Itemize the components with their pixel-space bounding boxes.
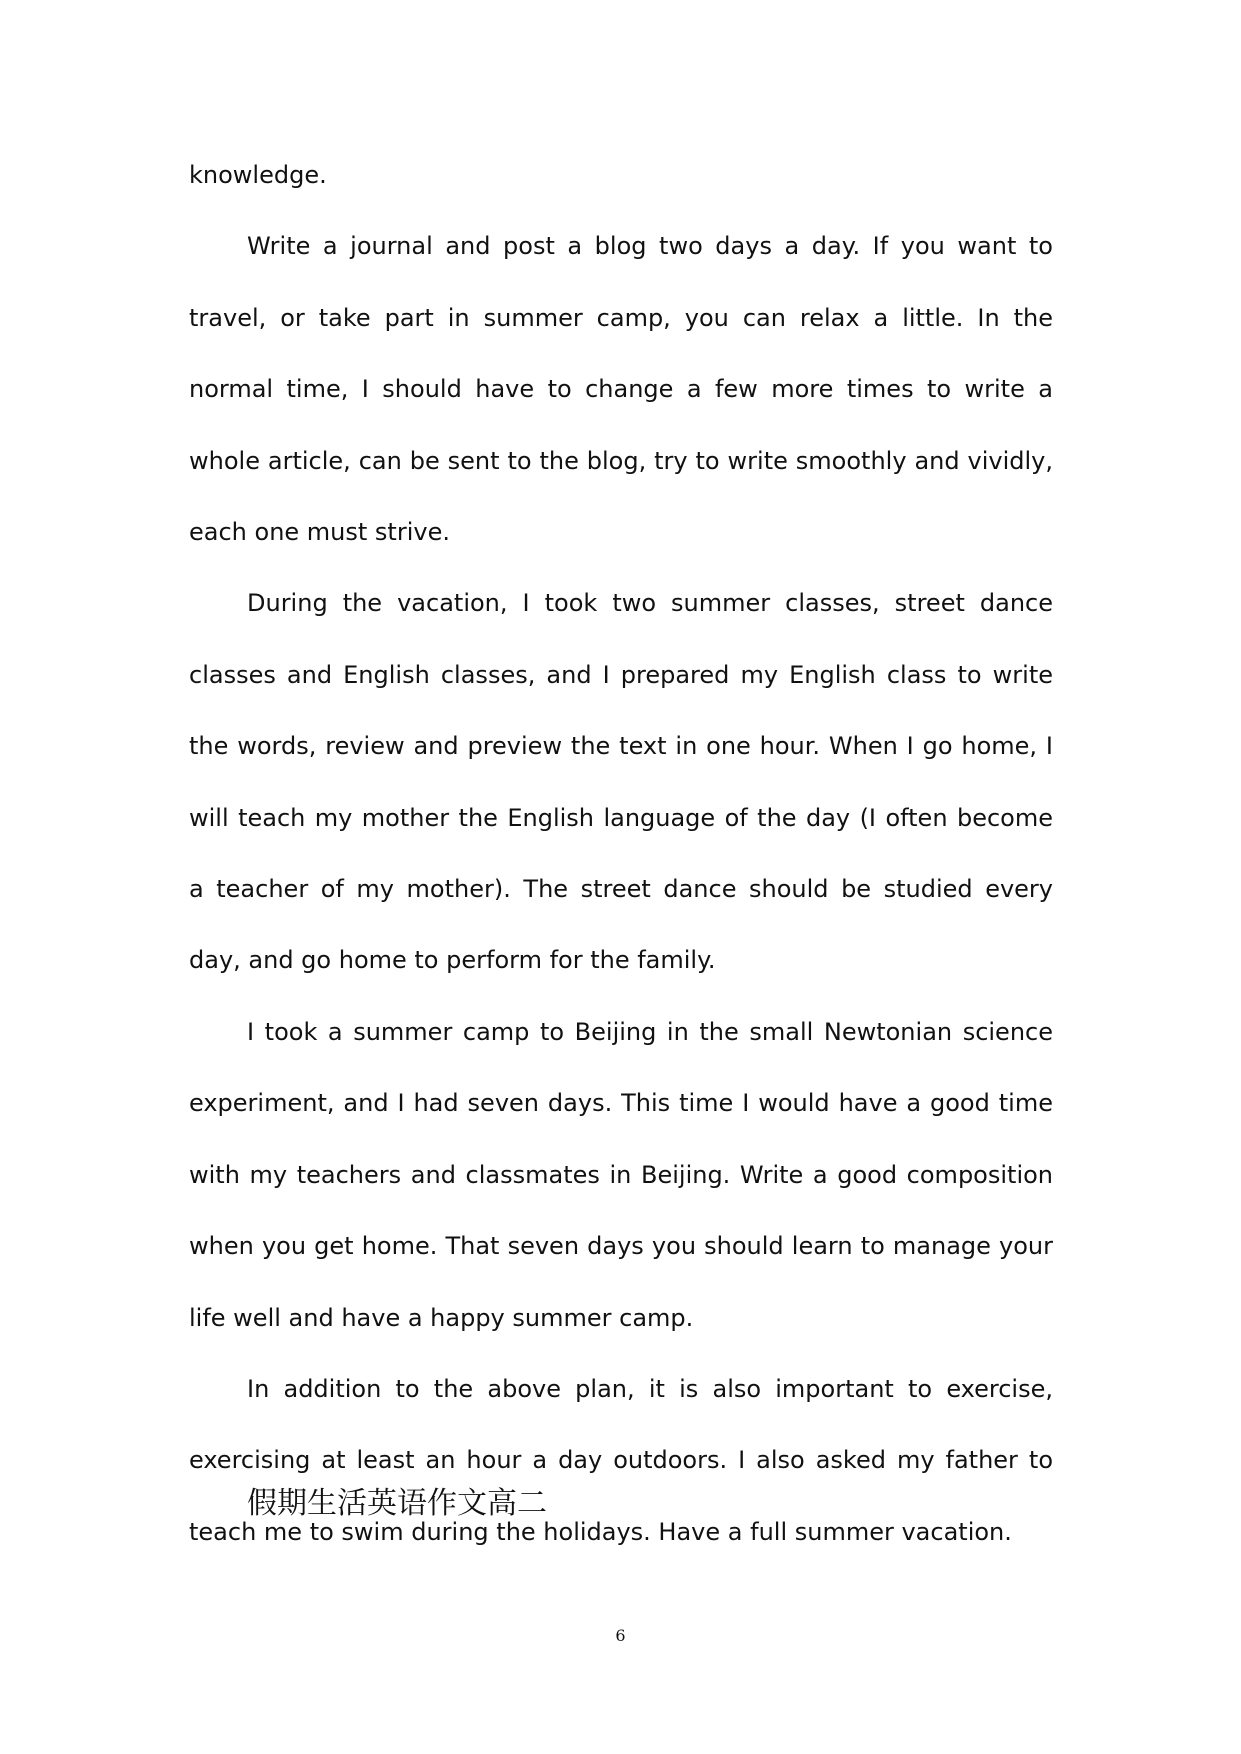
paragraph-summer-camp: I took a summer camp to Beijing in the small Newtonian science experiment, and I had seven days. This time I would have a good time with my teachers and classmates in Beijing. Write a good composition when you get home. That seven days you should learn to manage your life well and have a happy summer camp. [189, 1017, 1053, 1332]
section-heading: 假期生活英语作文高二 [247, 1486, 547, 1521]
document-body [189, 140, 1053, 1568]
paragraph-summer-classes: During the vacation, I took two summer classes, street dance classes and English classes, and I prepared my English class to write the words, review and preview the text in one hour. When I go home, I will teach my mother the English language of the day (I often become a teacher of my mother). The street dance should be studied every day, and go home to perform for the family. [189, 589, 1053, 975]
paragraph-exercise: In addition to the above plan, it is also important to exercise, exercising at least an hour a day outdoors. I also asked my father to teach me to swim during the holidays. Have a full summer vacation. [189, 1374, 1053, 1546]
page-number: 6 [615, 1626, 626, 1645]
paragraph-blog-plan: Write a journal and post a blog two days a day. If you want to travel, or take part in summer camp, you can relax a little. In the normal time, I should have to change a few more times to write a whole article, can be sent to the blog, try to write smoothly and vividly, each one must strive. [189, 232, 1053, 547]
paragraph-continuation: knowledge. [189, 161, 327, 189]
